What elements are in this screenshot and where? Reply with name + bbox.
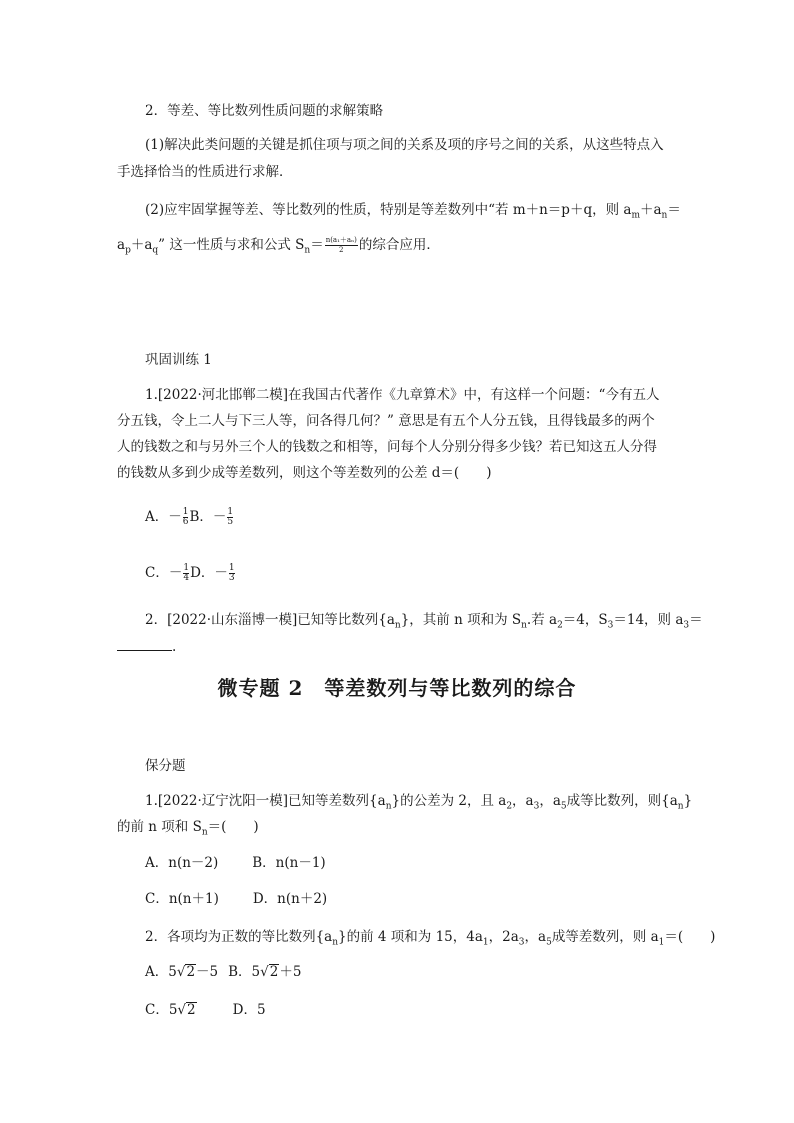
answer-blank bbox=[117, 636, 172, 651]
question-line: 的钱数从多到少成等差数列，则这个等差数列的公差 d＝( ) bbox=[117, 465, 492, 481]
paragraph-line: (2)应牢固掌握等差、等比数列的性质，特别是等差数列中“若 m＋n＝p＋q，则 $a_m+a_n=$ bbox=[145, 202, 681, 221]
option-row: A．5√2－5 B．5√2＋5 bbox=[145, 964, 302, 980]
paragraph-line: $a_p+a_q$” 这一性质与求和公式 $S_n=$ $\frac{\text{n(a₁＋aₙ)}}{2}$ 的综合应用． bbox=[117, 236, 440, 256]
option-row: A．－ $\frac{1}{6}$ B．－ $\frac{1}{5}$ bbox=[145, 507, 234, 527]
question-line: 分五钱，令上二人与下三人等，问各得几何？” 意思是有五个人分五钱，且得钱最多的两个 bbox=[117, 413, 655, 429]
question-line: 1.[2022·辽宁沈阳一模]已知等差数列$\{a_n\}$的公差为 2，且 $a_2$，$a_3$，$a_5$成等比数列，则$\{a_n\}$ bbox=[145, 793, 693, 812]
answer-blank-line: . bbox=[117, 636, 687, 657]
question-line: 的前 n 项和 $S_n=$( ) bbox=[117, 819, 259, 838]
paragraph-line: (1)解决此类问题的关键是抓住项与项之间的关系及项的序号之间的关系，从这些特点入 bbox=[145, 137, 664, 153]
question-line: 人的钱数之和与另外三个人的钱数之和相等，问每个人分别分得多少钱？若已知这五人分得 bbox=[117, 439, 657, 455]
paragraph-line: 手选择恰当的性质进行求解． bbox=[117, 164, 293, 180]
section-title: 2．等差、等比数列性质问题的求解策略 bbox=[145, 103, 384, 119]
exercise-label: 保分题 bbox=[145, 758, 186, 774]
sum-formula-fraction: $\frac{\text{n(a₁＋aₙ)}}{2}$ bbox=[325, 236, 357, 254]
question-line: 2．各项均为正数的等比数列$\{a_n\}$的前 4 项和为 15，$4a_1$，$2a_3$，$a_5$成等差数列，则 $a_1=$( ) bbox=[145, 929, 716, 948]
option-row: A．n(n－2) B．n(n－1) bbox=[145, 855, 326, 871]
option-row: C．n(n＋1) D．n(n＋2) bbox=[145, 891, 328, 907]
exercise-title: 巩固训练 1 bbox=[145, 352, 212, 368]
question-line: 2．[2022·山东淄博一模]已知等比数列$\{a_n\}$，其前 n 项和为 $S_n$.若 $a_2=4$，$S_3=14$，则 $a_3=$ bbox=[145, 612, 703, 631]
option-row: C．5√2 D．5 bbox=[145, 1002, 266, 1018]
section-heading: 微专题 2 等差数列与等比数列的综合 bbox=[217, 676, 577, 700]
question-line: 1.[2022·河北邯郸二模]在我国古代著作《九章算术》中，有这样一个问题：“今有五人 bbox=[145, 387, 660, 403]
option-row: C．－ $\frac{1}{4}$ D．－ $\frac{1}{3}$ bbox=[145, 563, 235, 583]
